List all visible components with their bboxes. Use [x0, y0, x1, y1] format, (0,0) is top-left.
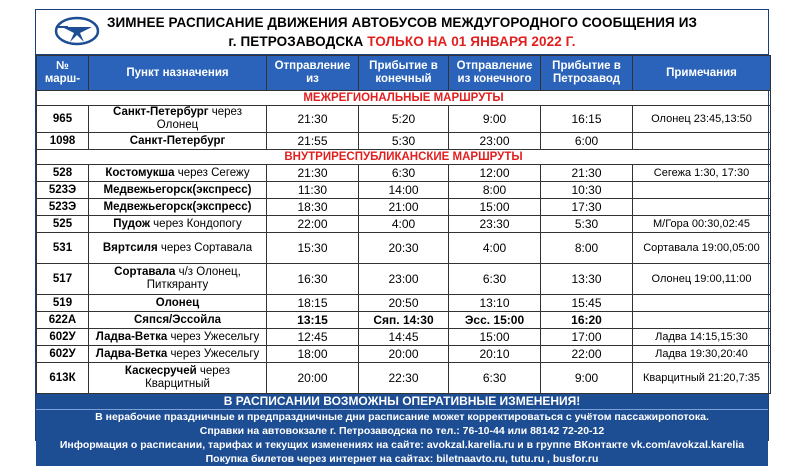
col-departure-end: Отправление из конечного — [449, 56, 541, 91]
route-destination — [89, 264, 267, 295]
departure-end-time: 23:30 — [449, 216, 541, 233]
route-number: 523Э — [37, 199, 89, 216]
arrival-end-time: 5:30 — [359, 133, 449, 150]
table-row — [37, 182, 771, 199]
departure-time: 22:00 — [267, 216, 359, 233]
route-destination — [89, 233, 267, 264]
destination-name: Сортавала — [114, 266, 176, 278]
route-note: Ладва 19:30,20:40 — [633, 346, 771, 363]
departure-time: 21:30 — [267, 106, 359, 133]
route-destination — [89, 295, 267, 312]
route-number: 523Э — [37, 182, 89, 199]
departure-time: 21:30 — [267, 165, 359, 182]
table-row — [37, 165, 771, 182]
col-arrival-end: Прибытие в конечный — [359, 56, 449, 91]
schedule-table — [36, 55, 771, 394]
departure-time: 16:30 — [267, 264, 359, 295]
col-arrival-ptz: Прибытие в Петрозавод — [541, 56, 633, 91]
arrival-end-time: 14:00 — [359, 182, 449, 199]
arrival-ptz-time: 22:00 — [541, 346, 633, 363]
departure-time: 13:15 — [267, 312, 359, 329]
route-destination — [89, 363, 267, 394]
table-row — [37, 363, 771, 394]
route-destination — [89, 199, 267, 216]
departure-end-time: 13:10 — [449, 295, 541, 312]
departure-time: 15:30 — [267, 233, 359, 264]
arrival-ptz-time: 5:30 — [541, 216, 633, 233]
destination-name: Сяпся/Эссойла — [133, 313, 222, 326]
route-number: 1098 — [37, 133, 89, 150]
footer-line-phone: Справки на автовокзале г. Петрозаводска по тел.: 76-10-44 или 88142 72-20-12 — [199, 425, 605, 437]
col-route-number: № марш- — [37, 56, 89, 91]
route-number: 517 — [37, 264, 89, 295]
table-row — [37, 216, 771, 233]
arrival-ptz-time: 16:20 — [541, 312, 633, 329]
destination-name: Медвежьегорск(экспресс) — [103, 200, 252, 213]
route-note — [633, 133, 771, 150]
bus-station-logo-icon — [54, 16, 100, 46]
departure-time: 12:45 — [267, 329, 359, 346]
departure-time: 20:00 — [267, 363, 359, 394]
table-row — [37, 329, 771, 346]
table-row — [37, 233, 771, 264]
table-row — [37, 312, 771, 329]
arrival-end-time: 20:00 — [359, 346, 449, 363]
table-header-row — [37, 56, 771, 91]
title-city: г. ПЕТРОЗАВОДСКА — [228, 34, 364, 49]
table-row — [37, 106, 771, 133]
departure-time: 21:55 — [267, 133, 359, 150]
col-notes: Примечания — [633, 56, 771, 91]
departure-end-time: 6:30 — [449, 264, 541, 295]
arrival-ptz-time: 6:00 — [541, 133, 633, 150]
arrival-end-time: 20:30 — [359, 233, 449, 264]
destination-name: Ладва-Ветка — [95, 347, 168, 360]
destination-name: Санкт-Петербург — [129, 134, 226, 147]
route-note: М/Гора 00:30,02:45 — [633, 216, 771, 233]
arrival-end-time: 14:45 — [359, 329, 449, 346]
destination-via: через Кондопогу — [149, 217, 242, 230]
route-destination — [89, 133, 267, 150]
route-note: Сегежа 1:30, 17:30 — [633, 165, 771, 182]
table-row — [37, 346, 771, 363]
table-row — [37, 133, 771, 150]
destination-name: Вяртсиля — [102, 241, 158, 254]
destination-name: Ладва-Ветка — [95, 330, 168, 343]
schedule-title — [36, 10, 768, 55]
route-note: Ладва 14:15,15:30 — [633, 329, 771, 346]
route-note — [633, 182, 771, 199]
destination-name: Санкт-Петербург — [113, 106, 209, 118]
arrival-end-time: 20:50 — [359, 295, 449, 312]
route-note — [633, 199, 771, 216]
route-number: 602У — [37, 329, 89, 346]
arrival-end-time: 21:00 — [359, 199, 449, 216]
route-number: 602У — [37, 346, 89, 363]
route-destination — [89, 182, 267, 199]
route-number: 622А — [37, 312, 89, 329]
route-number: 519 — [37, 295, 89, 312]
arrival-ptz-time: 9:00 — [541, 363, 633, 394]
route-number: 531 — [37, 233, 89, 264]
departure-time: 18:30 — [267, 199, 359, 216]
departure-time: 11:30 — [267, 182, 359, 199]
destination-name: Костомукша — [105, 166, 175, 179]
route-destination — [89, 346, 267, 363]
title-date: ТОЛЬКО НА 01 ЯНВАРЯ 2022 Г. — [363, 34, 576, 49]
route-note — [633, 295, 771, 312]
destination-via: через Ужесельгу — [167, 347, 260, 360]
section-label: ВНУТРИРЕСПУБЛИКАНСКИЕ МАРШРУТЫ — [37, 150, 771, 165]
route-note — [633, 312, 771, 329]
arrival-ptz-time: 15:45 — [541, 295, 633, 312]
arrival-ptz-time: 13:30 — [541, 264, 633, 295]
route-destination — [89, 165, 267, 182]
arrival-end-time: 6:30 — [359, 165, 449, 182]
route-destination — [89, 216, 267, 233]
destination-name: Пудож — [113, 217, 150, 230]
destination-via: через Сегежу — [174, 166, 250, 179]
destination-via: ч/з Олонец, Питкяранту — [146, 266, 241, 291]
arrival-end-time: 5:20 — [359, 106, 449, 133]
section-intrarepublic — [37, 150, 771, 165]
arrival-end-time: 23:00 — [359, 264, 449, 295]
section-interregional — [37, 91, 771, 106]
arrival-end-time: Сяп. 14:30 — [359, 312, 449, 329]
destination-via: через Сортавала — [157, 241, 253, 254]
route-note: Олонец 19:00,11:00 — [633, 264, 771, 295]
title-line-1: ЗИМНЕЕ РАСПИСАНИЕ ДВИЖЕНИЯ АВТОБУСОВ МЕЖДУГОРОДНОГО СООБЩЕНИЯ ИЗ — [106, 15, 698, 30]
route-note: Кварцитный 21:20,7:35 — [633, 363, 771, 394]
arrival-ptz-time: 16:15 — [541, 106, 633, 133]
destination-via: через Олонец — [156, 106, 242, 131]
destination-name: Олонец — [155, 296, 200, 309]
route-destination — [89, 106, 267, 133]
destination-via: через Кварцитный — [145, 365, 231, 390]
table-row — [37, 295, 771, 312]
arrival-end-time: 22:30 — [359, 363, 449, 394]
col-destination: Пункт назначения — [89, 56, 267, 91]
departure-end-time: 4:00 — [449, 233, 541, 264]
departure-time: 18:00 — [267, 346, 359, 363]
table-row — [37, 264, 771, 295]
section-label: МЕЖРЕГИОНАЛЬНЫЕ МАРШРУТЫ — [37, 91, 771, 106]
route-note: Сортавала 19:00,05:00 — [633, 233, 771, 264]
destination-name: Медвежьегорск(экспресс) — [103, 183, 252, 196]
route-number: 528 — [37, 165, 89, 182]
departure-end-time: 9:00 — [449, 106, 541, 133]
arrival-ptz-time: 17:00 — [541, 329, 633, 346]
footer-line-holidays: В нерабочие праздничные и предпраздничные дни расписание может корректироваться с учётом пассажиропотока. — [95, 411, 709, 423]
route-number: 965 — [37, 106, 89, 133]
schedule-sheet — [35, 9, 769, 465]
departure-time: 18:15 — [267, 295, 359, 312]
departure-end-time: 8:00 — [449, 182, 541, 199]
arrival-ptz-time: 10:30 — [541, 182, 633, 199]
footer-line-website: Информация о расписании, тарифах и текущих изменениях на сайте: avokzal.karelia.ru и в группе ВКонтакте vk.com/avokzal.karelia — [59, 439, 745, 451]
title-line-2 — [228, 32, 575, 51]
destination-name: Каскесручей — [124, 365, 197, 377]
departure-end-time: 12:00 — [449, 165, 541, 182]
route-note: Олонец 23:45,13:50 — [633, 106, 771, 133]
departure-end-time: 6:30 — [449, 363, 541, 394]
route-destination — [89, 312, 267, 329]
route-number: 613К — [37, 363, 89, 394]
departure-end-time: 15:00 — [449, 329, 541, 346]
departure-end-time: Эсс. 15:00 — [449, 312, 541, 329]
table-row — [37, 199, 771, 216]
route-number: 525 — [37, 216, 89, 233]
col-departure: Отправление из — [267, 56, 359, 91]
departure-end-time: 20:10 — [449, 346, 541, 363]
route-destination — [89, 329, 267, 346]
departure-end-time: 23:00 — [449, 133, 541, 150]
footer-info — [36, 394, 768, 466]
arrival-end-time: 4:00 — [359, 216, 449, 233]
footer-line-tickets: Покупка билетов через интернет на сайтах: biletnaavto.ru, tutu.ru , busfor.ru — [205, 453, 599, 465]
destination-via: через Ужесельгу — [167, 330, 260, 343]
arrival-ptz-time: 17:30 — [541, 199, 633, 216]
arrival-ptz-time: 21:30 — [541, 165, 633, 182]
departure-end-time: 15:00 — [449, 199, 541, 216]
footer-warning: В РАСПИСАНИИ ВОЗМОЖНЫ ОПЕРАТИВНЫЕ ИЗМЕНЕНИЯ! — [36, 394, 768, 410]
arrival-ptz-time: 8:00 — [541, 233, 633, 264]
